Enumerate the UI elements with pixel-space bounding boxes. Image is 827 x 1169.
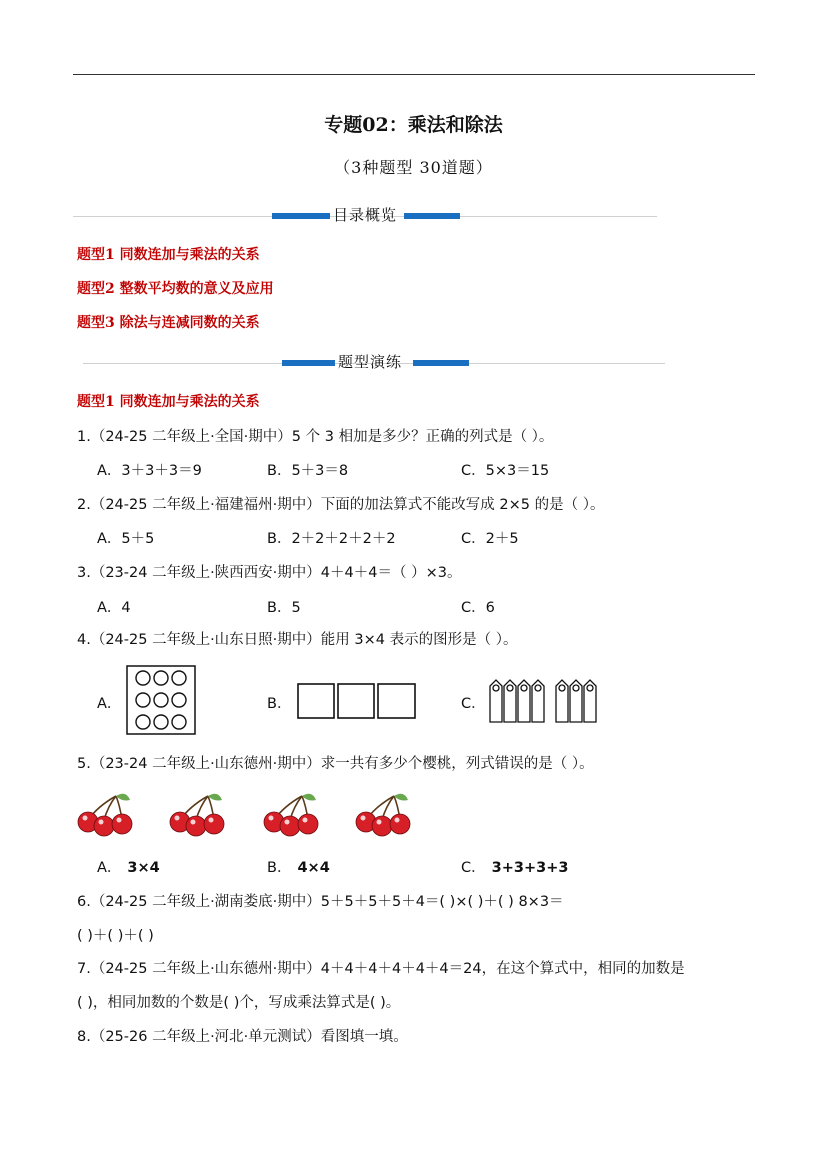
q4-option-a[interactable]: A． [97, 696, 122, 712]
q5-option-a[interactable] [97, 856, 160, 877]
cherry-cluster-2 [170, 794, 224, 836]
question-8: 8.（25-26 二年级上·河北·单元测试）看图填一填。 [77, 1029, 408, 1045]
practice-bar-right [413, 360, 469, 366]
q3-option-a[interactable]: A．4 [97, 600, 131, 616]
page-subtitle: （3种题型 30道题） [334, 158, 493, 177]
q4-figure-pickets[interactable] [488, 676, 604, 724]
q4-option-b[interactable]: B． [267, 696, 292, 712]
toc-bar-right [404, 213, 460, 219]
question-6-line-2: ( )＋( )＋( ) [77, 928, 154, 944]
q5-option-b-letter: B． [267, 860, 292, 876]
q5-option-b[interactable] [267, 856, 330, 877]
q5-option-c[interactable] [461, 856, 568, 877]
question-5: 5.（23-24 二年级上·山东德州·期中）求一共有多少个樱桃，列式错误的是（ ）。 [77, 756, 594, 772]
question-3: 3.（23-24 二年级上·陕西西安·期中）4＋4＋4＝（ ）×3。 [77, 565, 462, 581]
q2-option-b[interactable]: B．2＋2＋2＋2＋2 [267, 531, 396, 547]
q5-option-c-value: 3+3+3+3 [491, 860, 569, 876]
toc-item-3[interactable]: 题型3 除法与连减同数的关系 [77, 315, 260, 331]
question-1: 1.（24-25 二年级上·全国·期中）5 个 3 相加是多少？正确的列式是（ ）。 [77, 429, 554, 445]
q3-option-c[interactable]: C．6 [461, 600, 495, 616]
q4-figure-squares[interactable] [297, 683, 417, 719]
q2-option-c[interactable]: C．2＋5 [461, 531, 519, 547]
question-7-line-2: ( )，相同加数的个数是( )个，写成乘法算式是( )。 [77, 995, 401, 1011]
q1-option-c[interactable]: C．5×3＝15 [461, 463, 550, 479]
q5-option-b-value: 4×4 [297, 860, 330, 876]
q4-option-c[interactable]: C． [461, 696, 486, 712]
toc-bar-left [272, 213, 330, 219]
practice-heading: 题型演练 [338, 353, 403, 371]
question-2: 2.（24-25 二年级上·福建福州·期中）下面的加法算式不能改写成 2×5 的是（ ）。 [77, 497, 605, 513]
q4-figure-circles[interactable] [126, 665, 196, 735]
q5-option-a-value: 3×4 [127, 860, 160, 876]
toc-item-1[interactable]: 题型1 同数连加与乘法的关系 [77, 247, 260, 263]
q5-option-c-letter: C． [461, 860, 486, 876]
question-4: 4.（24-25 二年级上·山东日照·期中）能用 3×4 表示的图形是（ ）。 [77, 632, 518, 648]
question-7-line-1: 7.（24-25 二年级上·山东德州·期中）4＋4＋4＋4＋4＋4＝24，在这个算式中，相同的加数是 [77, 961, 685, 977]
q2-option-a[interactable]: A．5＋5 [97, 531, 155, 547]
page-title: 专题02：乘法和除法 [324, 114, 503, 136]
cherry-group-illustration [76, 790, 416, 838]
q1-option-b[interactable]: B．5＋3＝8 [267, 463, 349, 479]
cherry-cluster-1 [78, 794, 132, 836]
question-6-line-1: 6.（24-25 二年级上·湖南娄底·期中）5＋5＋5＋5＋4＝( )×( )＋( ) 8×3＝ [77, 894, 564, 910]
q1-option-a[interactable]: A．3＋3＋3＝9 [97, 463, 202, 479]
top-rule [73, 74, 755, 75]
practice-bar-left [282, 360, 335, 366]
q5-option-a-letter: A． [97, 860, 122, 876]
section-title: 题型1 同数连加与乘法的关系 [77, 394, 260, 410]
cherry-cluster-3 [264, 794, 318, 836]
cherry-cluster-4 [356, 794, 410, 836]
q3-option-b[interactable]: B．5 [267, 600, 301, 616]
toc-item-2[interactable]: 题型2 整数平均数的意义及应用 [77, 281, 274, 297]
toc-heading: 目录概览 [333, 206, 398, 224]
